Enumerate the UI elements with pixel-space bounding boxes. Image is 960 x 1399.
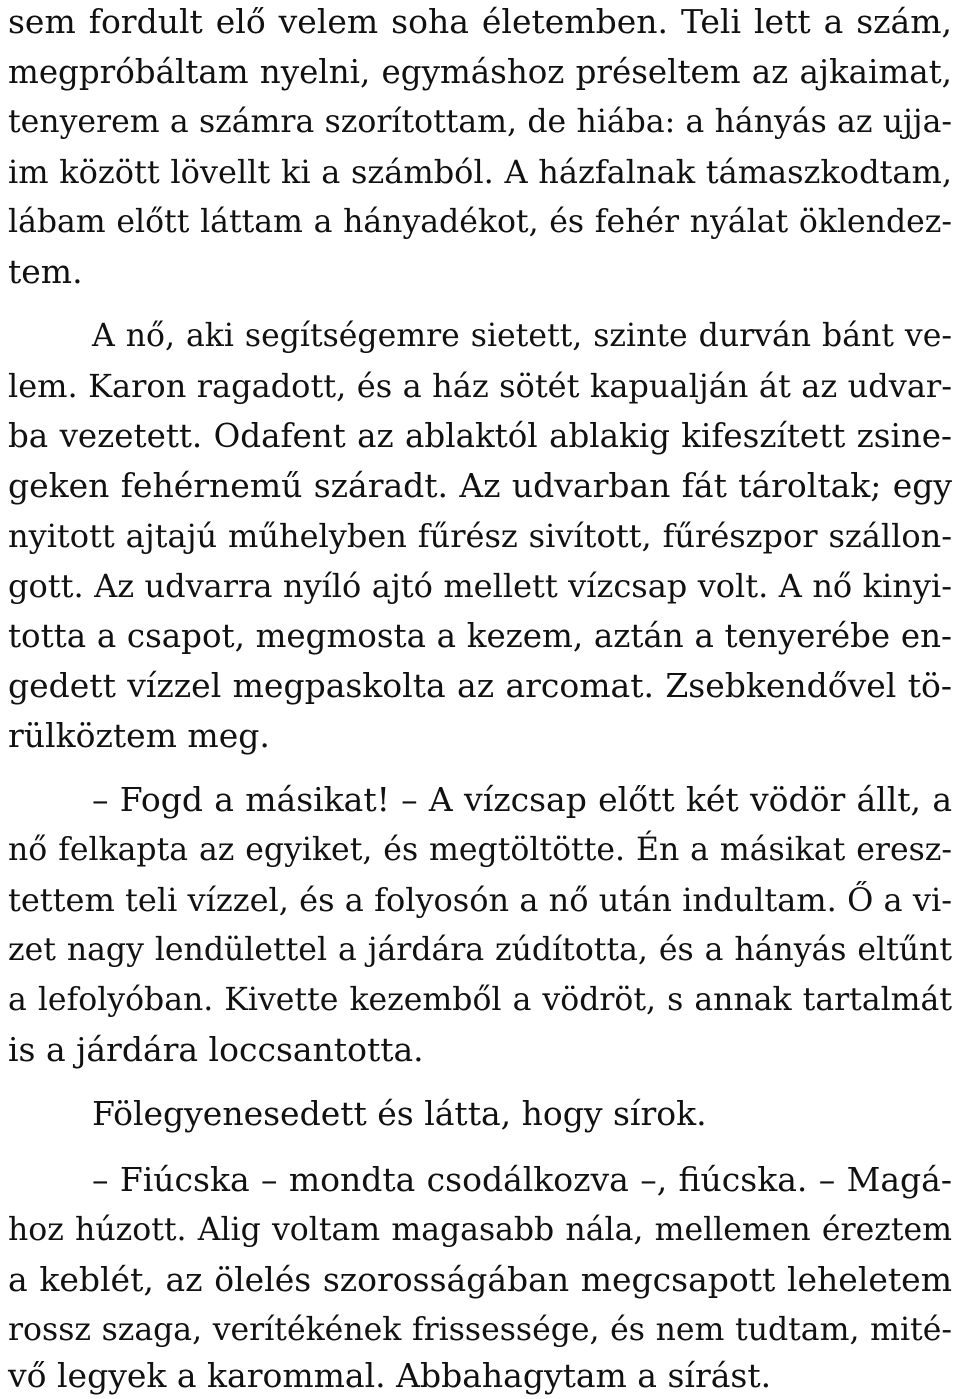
text-line-6: tem. [8, 252, 83, 291]
text-line-15: rülköztem meg. [8, 716, 270, 755]
text-line-8: lem. Karon ragadott, és a ház sötét kapualján át az udvar- [8, 367, 952, 405]
text-line-23: – Fiúcska – mondta csodálkozva –, fiúcska. – Magá- [92, 1160, 952, 1199]
text-line-12: gott. Az udvarra nyíló ajtó mellett vízcsap volt. A nő kinyi- [8, 567, 952, 605]
text-line-1: sem fordult elő velem soha életemben. Teli lett a szám, [8, 2, 952, 41]
text-line-21: is a járdára loccsantotta. [8, 1030, 424, 1069]
text-line-17: nő felkapta az egyiket, és megtöltötte. Én a másikat eresz- [8, 832, 952, 868]
text-line-9: ba vezetett. Odafent az ablaktól ablakig kifeszített zsine- [8, 417, 952, 455]
text-line-3: tenyerem a számra szorítottam, de hiába: a hányás az ujja- [8, 104, 952, 140]
text-line-11: nyitott ajtajú műhelyben fűrész sivított, fűrészpor szállon- [8, 517, 952, 555]
text-line-7: A nő, aki segítségemre sietett, szinte durván bánt ve- [92, 318, 952, 354]
text-line-26: rossz szaga, verítékének frissessége, és nem tudtam, mité- [8, 1312, 952, 1348]
text-line-5: lábam előtt láttam a hányadékot, és fehér nyálat öklendez- [8, 204, 952, 240]
text-line-25: a keblét, az ölelés szorosságában megcsapott leheletem [8, 1260, 952, 1299]
text-line-14: gedett vízzel megpaskolta az arcomat. Zsebkendővel tö- [8, 666, 952, 705]
text-line-4: im között lövellt ki a számból. A házfalnak támaszkodtam, [8, 153, 952, 191]
text-line-18: tettem teli vízzel, és a folyosón a nő után indultam. Ő a vi- [8, 881, 952, 919]
text-line-13: totta a csapot, megmosta a kezem, aztán a tenyerébe en- [8, 617, 952, 655]
text-line-2: megpróbáltam nyelni, egymáshoz préseltem az ajkaimat, [8, 53, 952, 91]
text-line-20: a lefolyóban. Kivette kezemből a vödröt, s annak tartalmát [8, 982, 952, 1018]
text-line-22: Fölegyenesedett és látta, hogy sírok. [92, 1094, 707, 1133]
text-line-24: hoz húzott. Alig voltam magasabb nála, mellemen éreztem [8, 1212, 952, 1248]
text-line-16: – Fogd a másikat! – A vízcsap előtt két vödör állt, a [92, 780, 952, 819]
text-line-10: geken fehérnemű száradt. Az udvarban fát tároltak; egy [8, 466, 952, 505]
text-line-27: vő legyek a karommal. Abbahagytam a sírást. [8, 1356, 772, 1395]
text-line-19: zet nagy lendülettel a járdára zúdította, és a hányás eltűnt [8, 932, 952, 968]
